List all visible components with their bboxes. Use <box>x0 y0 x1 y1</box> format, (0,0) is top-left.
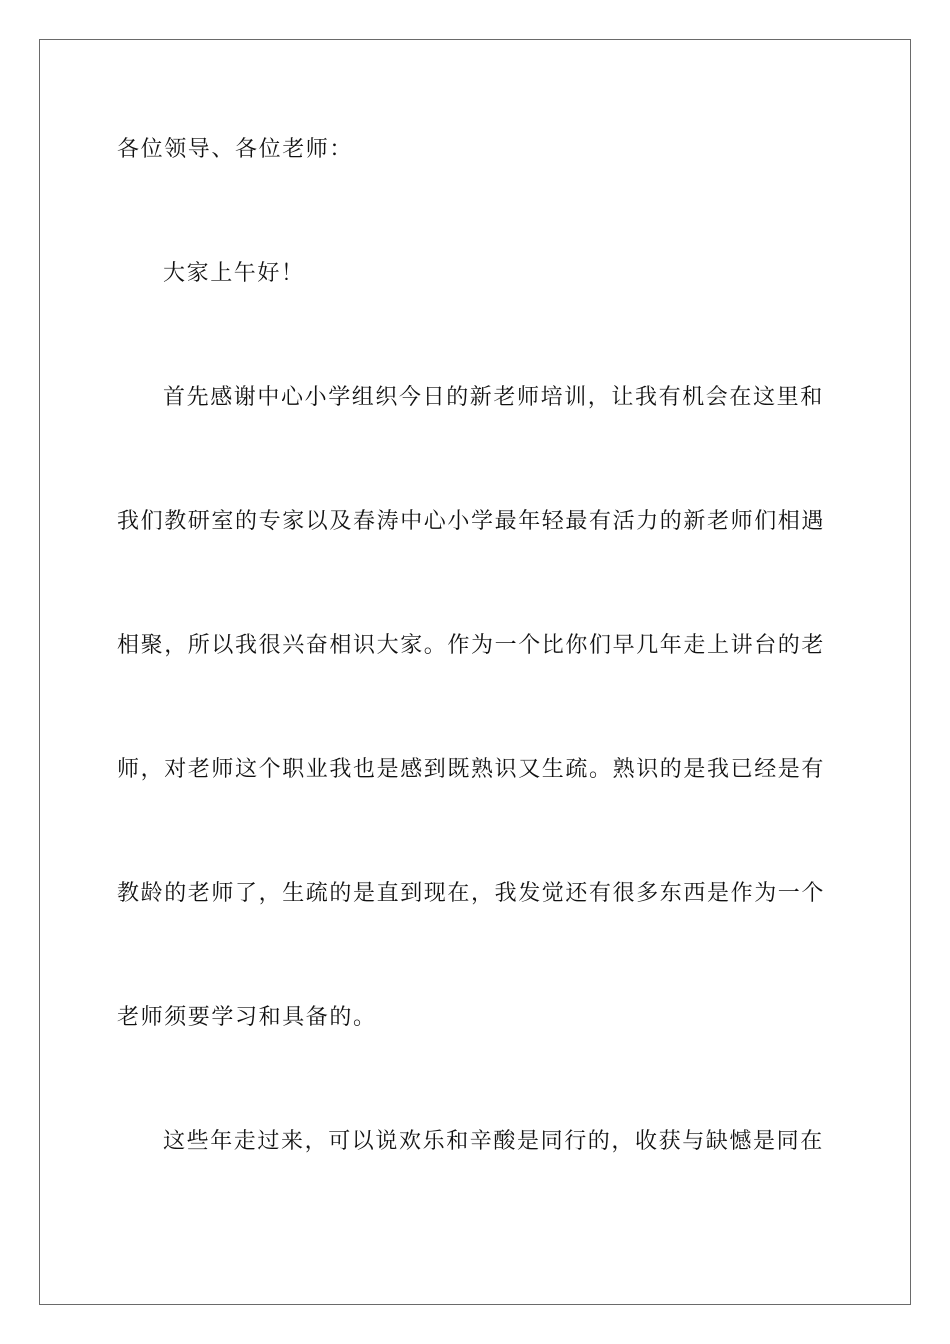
greeting: 大家上午好！ <box>163 261 305 286</box>
paragraph-line: 我们教研室的专家以及春涛中心小学最年轻最有活力的新老师们相遇 <box>117 509 826 534</box>
paragraph-line: 老师须要学习和具备的。 <box>117 1005 377 1030</box>
salutation: 各位领导、各位老师： <box>117 137 354 162</box>
paragraph-line: 这些年走过来，可以说欢乐和辛酸是同行的，收获与缺憾是同在 <box>163 1129 824 1154</box>
paragraph-line: 首先感谢中心小学组织今日的新老师培训，让我有机会在这里和 <box>163 385 824 410</box>
paragraph-line: 相聚，所以我很兴奋相识大家。作为一个比你们早几年走上讲台的老 <box>117 633 826 658</box>
paragraph-line: 教龄的老师了，生疏的是直到现在，我发觉还有很多东西是作为一个 <box>117 881 826 906</box>
paragraph-line: 师，对老师这个职业我也是感到既熟识又生疏。熟识的是我已经是有 <box>117 757 826 782</box>
page-border <box>39 39 911 1305</box>
